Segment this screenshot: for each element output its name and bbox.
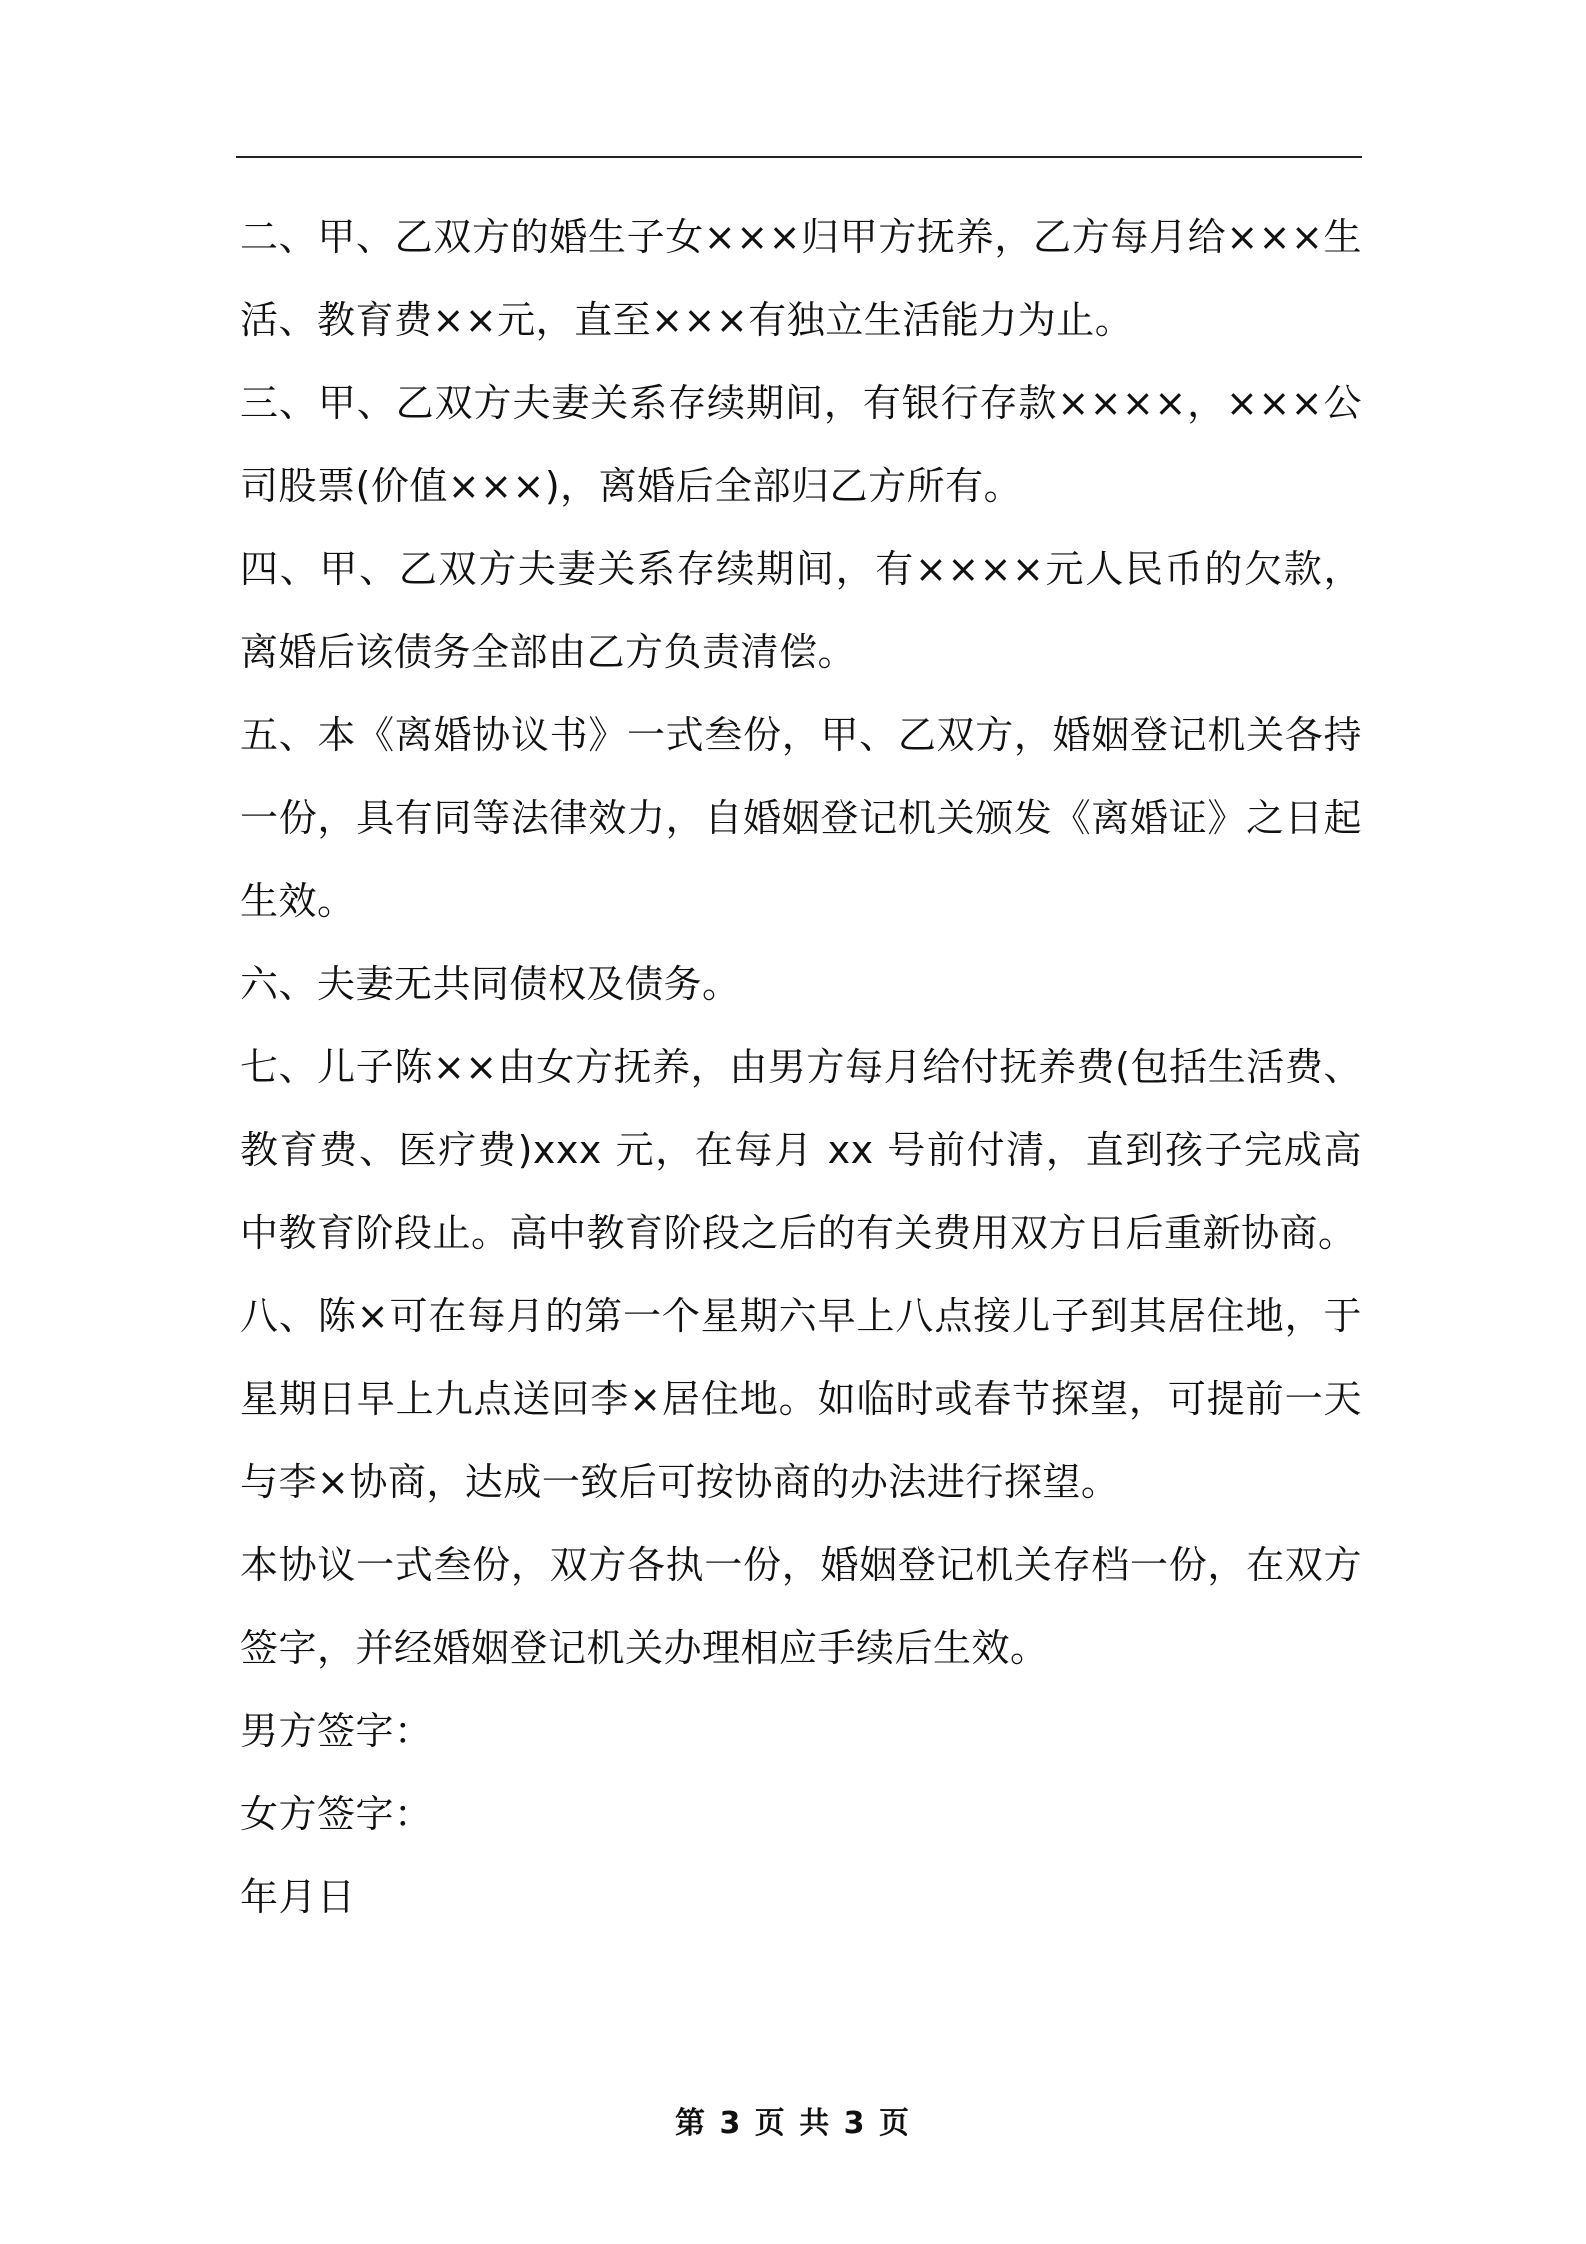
page-number: 第 3 页 共 3 页 (675, 2106, 911, 2141)
date-line: 年月日 (240, 1875, 356, 1919)
clause-6: 六、夫妻无共同债权及债务。 (240, 962, 741, 1006)
female-signature-line: 女方签字： (240, 1792, 433, 1836)
clause-8: 八、陈×可在每月的第一个星期六早上八点接儿子到其居住地，于星期日早上九点送回李×居住地。如临时或春节探望，可提前一天与李×协商，达成一致后可按协商的办法进行探望。 (240, 1294, 1362, 1504)
clause-7: 七、儿子陈××由女方抚养，由男方每月给付抚养费(包括生活费、教育费、医疗费)xxx 元，在每月 xx 号前付清，直到孩子完成高中教育阶段止。高中教育阶段之后的有关费用双方日后重新协商。 (240, 1045, 1362, 1255)
document-body (240, 196, 1362, 1939)
clause-3: 三、甲、乙双方夫妻关系存续期间，有银行存款××××，×××公司股票(价值×××)，离婚后全部归乙方所有。 (240, 381, 1362, 508)
closing-statement: 本协议一式叁份，双方各执一份，婚姻登记机关存档一份，在双方签字，并经婚姻登记机关办理相应手续后生效。 (240, 1543, 1362, 1670)
header-rule (236, 156, 1362, 158)
clause-4: 四、甲、乙双方夫妻关系存续期间，有××××元人民币的欠款，离婚后该债务全部由乙方负责清偿。 (240, 547, 1362, 674)
male-signature-line: 男方签字： (240, 1709, 433, 1753)
clause-2: 二、甲、乙双方的婚生子女×××归甲方抚养，乙方每月给×××生活、教育费××元，直至×××有独立生活能力为止。 (240, 215, 1362, 342)
clause-5: 五、本《离婚协议书》一式叁份，甲、乙双方，婚姻登记机关各持一份，具有同等法律效力，自婚姻登记机关颁发《离婚证》之日起生效。 (240, 713, 1362, 923)
